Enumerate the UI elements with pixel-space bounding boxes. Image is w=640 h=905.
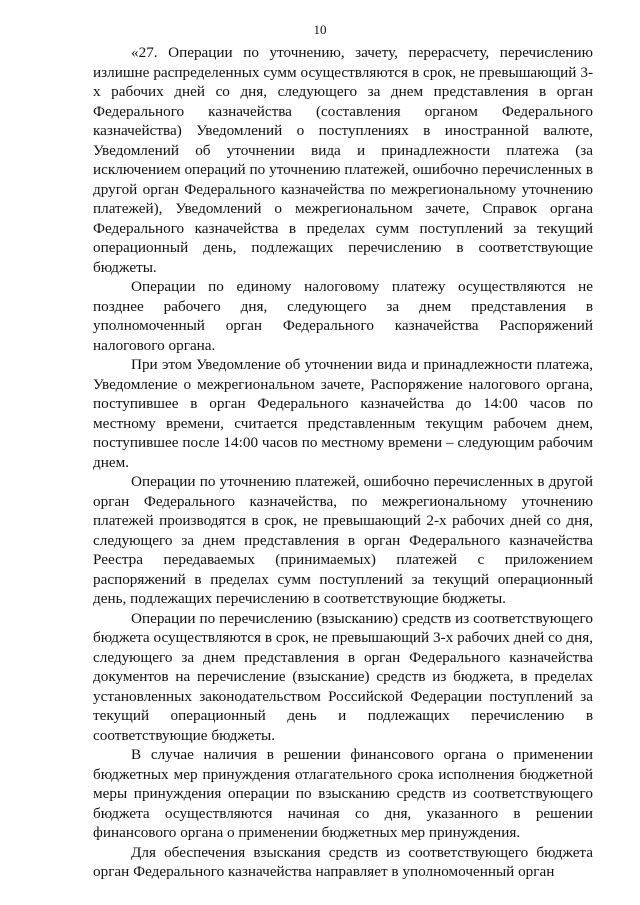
paragraph-coercive-measures: В случае наличия в решении финансового органа о применении бюджетных мер принуждения отлагательного срока исполнения бюджетной меры принуждения операции по взысканию средств из соответствующего бюджета осуществляются начиная со дня, указанного в решении финансового органа о применении бюджетных мер принуждения. (93, 746, 593, 841)
paragraph-interregional-clarification: Операции по уточнению платежей, ошибочно перечисленных в другой орган Федерального казначейства, по межрегиональному уточнению платежей производятся в срок, не превышающий 2-х рабочих дней со дня, следующего за днем представления в орган Федерального казначейства Реестра передаваемых (принимаемых) платежей с приложением распоряжений в пределах сумм поступлений за текущий операционный день, подлежащих перечислению в соответствующие бюджеты. (93, 473, 593, 607)
paragraph-single-tax-payment: Операции по единому налоговому платежу осуществляются не позднее рабочего дня, следующего за днем представления в уполномоченный орган Федерального казначейства Распоряжений налогового органа. (93, 278, 593, 354)
paragraph-item-27: «27. Операции по уточнению, зачету, перерасчету, перечислению излишне распределенных сумм осуществляются в срок, не превышающий 3-х рабочих дней со дня, следующего за днем представления в орган Федерального казначейства (составления органом Федерального казначейства) Уведомлений о поступлениях в иностранной валюте, Уведомлений об уточнении вида и принадлежности платежа (за исключением операций по уточнению платежей, ошибочно перечисленных в другой орган Федерального казначейства по межрегиональному уточнению платежей), Уведомлений о межрегиональном зачете, Справок органа Федерального казначейства в пределах сумм поступлений за текущий операционный день, подлежащих перечислению в соответствующие бюджеты. (93, 44, 593, 276)
paragraph-transfer-operations: Операции по перечислению (взысканию) средств из соответствующего бюджета осуществляются в срок, не превышающий 3-х рабочих дней со дня, следующего за днем представления в орган Федерального казначейства документов на перечисление (взыскание) средств из бюджета, в пределах установленных законодательством Российской Федерации поступлений за текущий операционный день и подлежащих перечислению в соответствующие бюджеты. (93, 609, 593, 744)
document-body (93, 43, 593, 882)
paragraph-enforcement-start: Для обеспечения взыскания средств из соответствующего бюджета орган Федерального казначейства направляет в уполномоченный орган (93, 843, 593, 880)
page-number: 10 (313, 22, 327, 37)
paragraph-notification-deadline: При этом Уведомление об уточнении вида и принадлежности платежа, Уведомление о межрегиональном зачете, Распоряжение налогового органа, поступившее в орган Федерального казначейства до 14:00 часов по местному времени, считается представленным текущим рабочем днем, поступившее после 14:00 часов по местному времени – следующим рабочим днем. (93, 356, 593, 471)
